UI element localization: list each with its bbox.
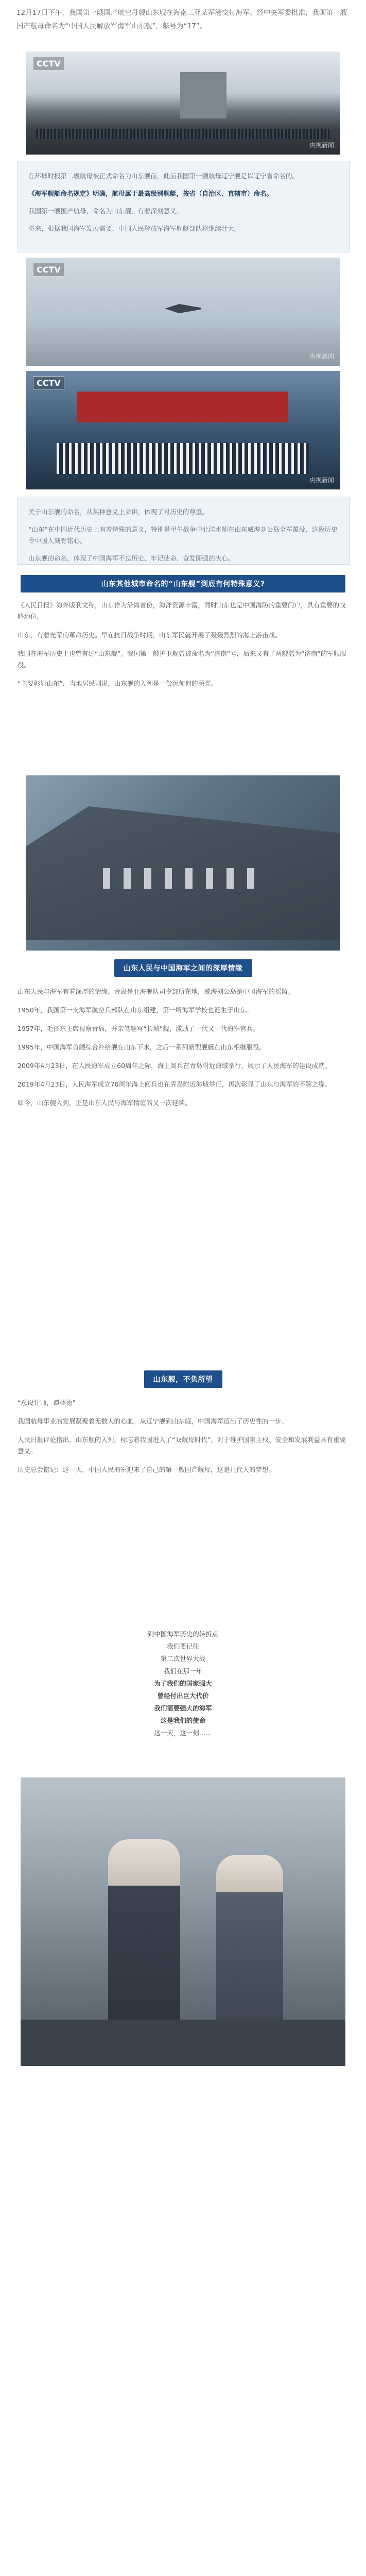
deck-surface [21,2020,345,2066]
poem-line: 我们需要强大的海军 [154,1704,212,1712]
ceremony-photo [26,371,340,489]
section-banner-1: 山东其他城市命名的“山东舰”到底有何特殊意义? [21,575,345,592]
poem-line: 为了我们的国家强大 [154,1680,212,1687]
photo-watermark: 央视新闻 [309,353,334,360]
tv-logo: CCTV [33,263,64,277]
poem-line: 第二次世界大战 [160,1655,206,1663]
island-structure [180,72,226,118]
deck-crowd [36,129,329,139]
section2-paragraph-5: 2009年4月23日，在人民海军成立60周年之际，海上阅兵在青岛附近海域举行，展示了人民海军的建设成就。 [18,1062,332,1070]
info-panel-1 [18,161,350,252]
parked-jets [103,868,257,889]
poem-block [0,1628,366,1739]
panel1-paragraph-4: 将来，根据我国海军发展需要，中国人民解放军海军舰艇部队将继续壮大。 [28,225,241,232]
stage-banner [77,392,288,422]
poem-line: 这一天，这一刻…… [154,1729,212,1737]
section1-paragraph-3: 我国在海军历史上也曾有过“山东舰”。我国第一艘护卫舰曾被命名为“济南”号，后来又有了两艘名为“济南”的军舰服役。 [18,650,346,669]
section2-paragraph-3: 1957年，毛泽东主席视察青岛，并亲笔题写“长城”舰，激励了一代又一代海军官兵。 [18,1025,259,1032]
intro-paragraph: 12月17日下午，我国第一艘国产航空母舰山东舰在海南三亚某军港交付海军。经中央军委批准，我国第一艘国产航母命名为“中国人民解放军海军山东舰”，舷号为“17”。 [16,9,347,30]
section3-paragraph-4: 历史总会铭记：这一天，中国人民海军迎来了自己的第一艘国产航母，这是几代人的梦想。 [18,1466,275,1473]
carrier-deck-photo [26,52,340,155]
panel1-paragraph-2: 《海军舰艇命名规定》明确，航母属于最高级别舰艇，按省（自治区、直辖市）命名。 [28,190,273,197]
info-panel-2 [18,497,350,565]
aerial-deck-photo [26,775,340,951]
poem-line: 我们要记住 [167,1642,199,1650]
section2-paragraph-6: 2019年4月23日，人民海军成立70周年海上阅兵也在青岛附近海域举行，再次彰显了山东与海军的不解之缘。 [18,1080,332,1088]
jet-launch-photo [26,258,340,366]
section-banner-2: 山东人民与中国海军之间的深厚情缘 [114,959,252,977]
panel1-paragraph-3: 我国第一艘国产航母，命名为山东舰，有着深刻意义。 [28,207,183,215]
section-1-text [18,600,348,697]
section1-paragraph-2: 山东，有着光荣的革命历史。早在抗日战争时期，山东军民就开展了轰轰烈烈的海上游击战。 [18,631,282,639]
panel1-paragraph-1: 在环球时报第二艘航母被正式命名为山东舰前，此前我国第一艘航母辽宁舰是以辽宁省命名的。 [28,172,299,180]
section2-paragraph-4: 1995年，中国海军首艘综合补给舰在山东下水，之后一系列新型舰艇在山东相继服役。 [18,1043,266,1051]
veterans-photo [21,1777,345,2066]
section3-paragraph-2: 我国航母事业的发展凝聚着无数人的心血。从辽宁舰到山东舰，中国海军迈出了历史性的一步。 [18,1417,288,1425]
honor-guard-rows [57,443,309,474]
tv-logo: CCTV [33,57,64,71]
photo-watermark: 央视新闻 [309,142,334,149]
veteran-figure-right [216,1855,283,2025]
panel2-paragraph-3: 山东舰的命名，体现了中国海军不忘历史、牢记使命、奋发图强的决心。 [28,554,235,562]
panel2-paragraph-2: “山东”在中国近代历史上有着特殊的意义，特别是甲午战争中北洋水师在山东威海刘公岛全军覆没，这段历史令中国人刻骨铭心。 [28,526,338,545]
veteran-figure-left [108,1839,180,2025]
section2-paragraph-2: 1950年，我国第一支海军航空兵部队在山东组建，第一所海军学校也诞生于山东。 [18,1006,253,1014]
section2-paragraph-1: 山东人民与海军有着深厚的情缘。青岛是北海舰队司令部所在地，威海刘公岛是中国海军的摇篮。 [18,988,294,995]
tv-logo: CCTV [33,376,64,390]
section-banner-3: 山东舰，不负所望 [144,1370,222,1388]
section3-paragraph-1: “总设计师，谭林德” [18,1399,76,1406]
section1-paragraph-4: “主要彰显山东”，当地居民则说，山东舰的入列是一份沉甸甸的荣誉。 [18,680,217,687]
section2-paragraph-7: 如今，山东舰入列，正是山东人民与海军情谊的又一次延续。 [18,1099,191,1107]
poem-line: 我们在那一年 [163,1667,202,1675]
panel2-paragraph-1: 关于山东舰的命名，从某种意义上来讲，体现了对历史的尊重。 [28,508,209,516]
jet-shape [165,304,201,313]
section3-paragraph-3: 人民日报评论指出，山东舰的入列，标志着我国进入了“双航母时代”，对于维护国家主权、安全和发展利益具有重要意义。 [18,1436,346,1455]
poem-line: 这是我们的使命 [160,1717,206,1724]
section-2-text [18,986,348,1116]
poem-line: 曾经付出巨大代价 [157,1692,209,1700]
section1-paragraph-1: 《人民日报》海外版刊文称，山东作为沿海省份，海洋资源丰富，同时山东也是中国海防的重要门户，具有重要的战略地位。 [18,601,346,620]
photo-watermark: 央视新闻 [309,477,334,484]
section-3-text [18,1397,348,1483]
poem-line: 到中国海军历史的转折点 [147,1630,219,1638]
